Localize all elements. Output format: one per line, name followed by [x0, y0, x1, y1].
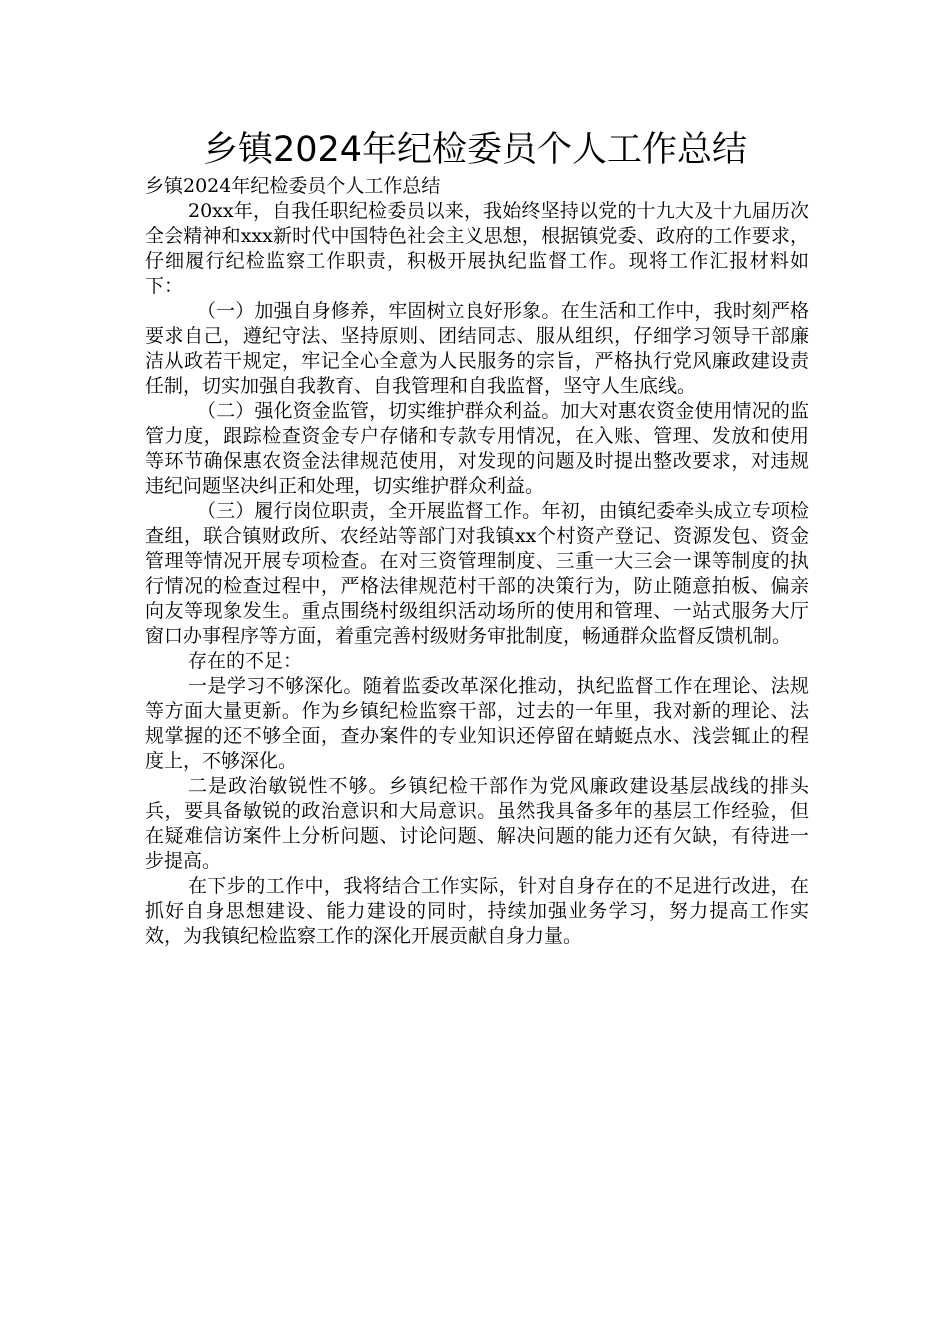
paragraph-shortcoming-2: 二是政治敏锐性不够。乡镇纪检干部作为党风廉政建设基层战线的排头兵，要具备敏锐的政治意识和大局意识。虽然我具备多年的基层工作经验，但在疑难信访案件上分析问题、讨论问题、解决问题的能力还有欠缺，有待进一步提高。 [145, 775, 809, 872]
paragraph-intro: 20xx年，自我任职纪检委员以来，我始终坚持以党的十九大及十九届历次全会精神和xxx新时代中国特色社会主义思想，根据镇党委、政府的工作要求，仔细履行纪检监察工作职责，积极开展执纪监督工作。现将工作汇报材料如下： [145, 200, 809, 297]
document-title: 乡镇2024年纪检委员个人工作总结 [202, 130, 748, 170]
paragraph-shortcomings-heading: 存在的不足： [188, 650, 303, 672]
paragraph-section-1: （一）加强自身修养，牢固树立良好形象。在生活和工作中，我时刻严格要求自己，遵纪守法、坚持原则、团结同志、服从组织，仔细学习领导干部廉洁从政若干规定，牢记全心全意为人民服务的宗旨，严格执行党风廉政建设责任制，切实加强自我教育、自我管理和自我监督，坚守人生底线。 [145, 300, 809, 397]
document-body [145, 174, 809, 949]
paragraph-conclusion: 在下步的工作中，我将结合工作实际，针对自身存在的不足进行改进，在抓好自身思想建设、能力建设的同时，持续加强业务学习，努力提高工作实效，为我镇纪检监察工作的深化开展贡献自身力量。 [145, 875, 809, 947]
paragraph-shortcoming-1: 一是学习不够深化。随着监委改革深化推动，执纪监督工作在理论、法规等方面大量更新。作为乡镇纪检监察干部，过去的一年里，我对新的理论、法规掌握的还不够全面，查办案件的专业知识还停留在蜻蜓点水、浅尝辄止的程度上，不够深化。 [145, 675, 809, 772]
document-subtitle: 乡镇2024年纪检委员个人工作总结 [145, 175, 441, 197]
paragraph-section-3: （三）履行岗位职责，全开展监督工作。年初，由镇纪委牵头成立专项检查组，联合镇财政所、农经站等部门对我镇xx个村资产登记、资源发包、资金管理等情况开展专项检查。在对三资管理制度、三重一大三会一课等制度的执行情况的检查过程中，严格法律规范村干部的决策行为，防止随意拍板、偏亲向友等现象发生。重点围绕村级组织活动场所的使用和管理、一站式服务大厅窗口办事程序等方面，着重完善村级财务审批制度，畅通群众监督反馈机制。 [145, 500, 809, 647]
paragraph-section-2: （二）强化资金监管，切实维护群众利益。加大对惠农资金使用情况的监管力度，跟踪检查资金专户存储和专款专用情况，在入账、管理、发放和使用等环节确保惠农资金法律规范使用，对发现的问题及时提出整改要求，对违规违纪问题坚决纠正和处理，切实维护群众利益。 [145, 400, 809, 497]
